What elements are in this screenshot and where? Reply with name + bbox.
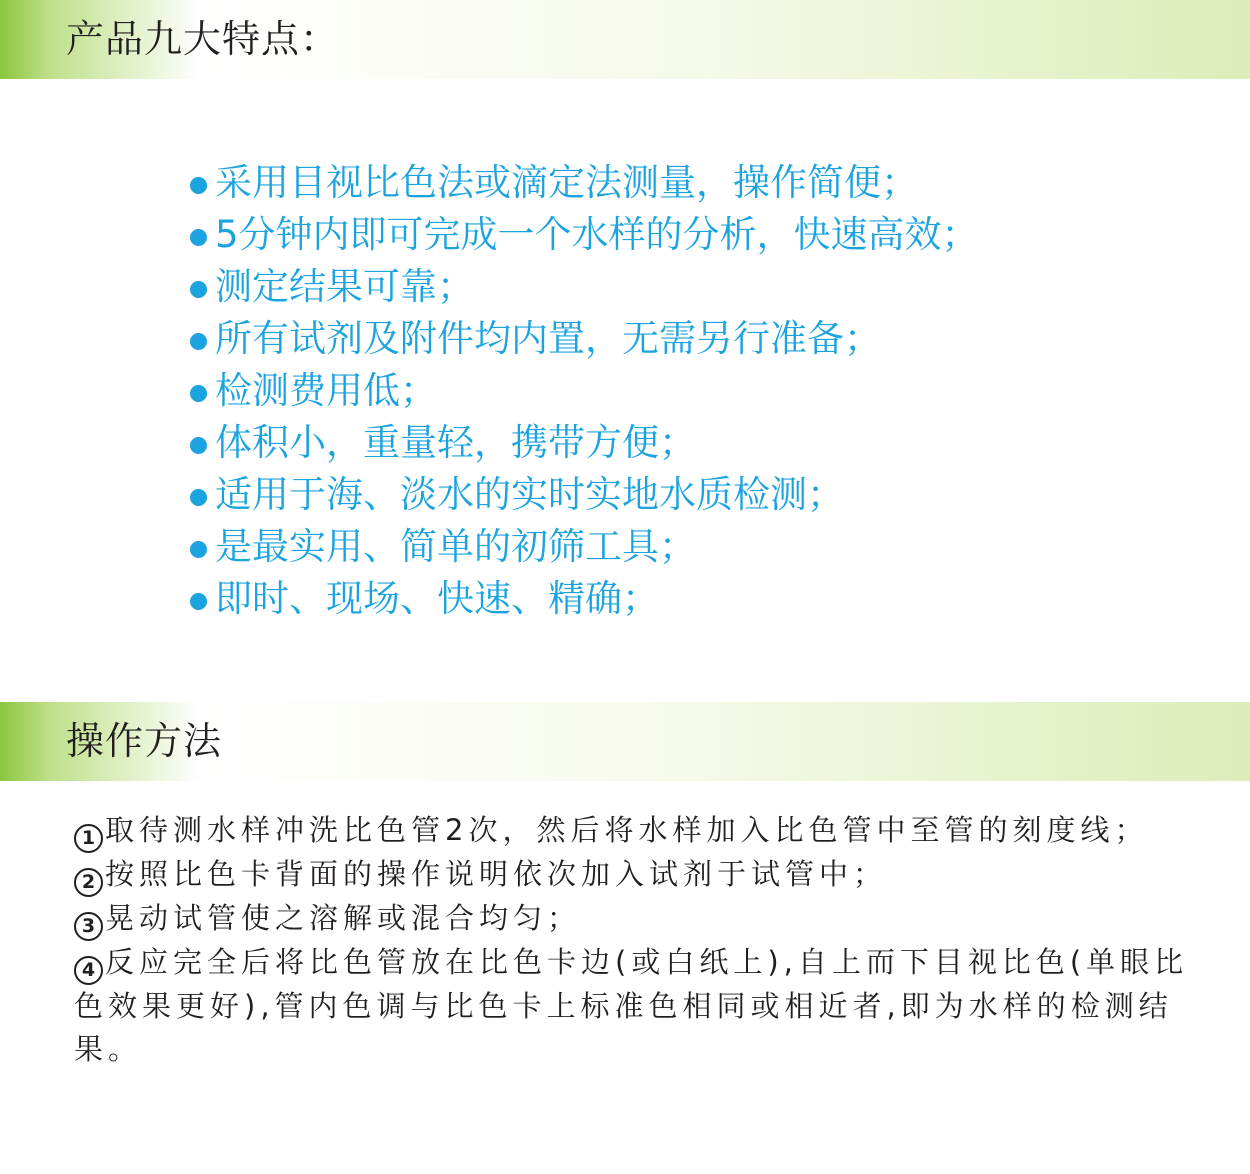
feature-item <box>190 157 979 209</box>
operation-steps <box>74 809 1194 1071</box>
feature-text: 5分钟内即可完成一个水样的分析，快速高效； <box>215 213 979 256</box>
feature-text: 即时、现场、快速、精确； <box>215 577 659 620</box>
feature-item <box>190 521 979 573</box>
bullet-icon <box>190 385 207 402</box>
feature-text: 所有试剂及附件均内置，无需另行准备； <box>215 317 881 360</box>
bullet-icon <box>190 593 207 610</box>
features-title: 产品九大特点： <box>66 17 340 61</box>
step-text: 按照比色卡背面的操作说明依次加入试剂于试管中； <box>105 857 888 891</box>
step-text: 反应完全后将比色管放在比色卡边(或白纸上),自上而下目视比色(单眼比色效果更好),管内色调与比色卡上标准色相同或相近者,即为水样的检测结果。 <box>74 945 1189 1066</box>
bullet-icon <box>190 229 207 246</box>
bullet-icon <box>190 489 207 506</box>
step-item <box>74 897 1194 941</box>
operation-header-bar <box>0 702 1250 781</box>
step-number-circle-icon: 2 <box>74 868 103 897</box>
step-item <box>74 941 1194 1071</box>
feature-item <box>190 209 979 261</box>
feature-item <box>190 417 979 469</box>
bullet-icon <box>190 437 207 454</box>
feature-item <box>190 365 979 417</box>
bullet-icon <box>190 281 207 298</box>
feature-text: 测定结果可靠； <box>215 265 474 308</box>
step-number-circle-icon: 1 <box>74 824 103 853</box>
features-list <box>190 157 979 625</box>
bullet-icon <box>190 333 207 350</box>
feature-text: 检测费用低； <box>215 369 437 412</box>
operation-title: 操作方法 <box>66 719 223 763</box>
features-header-bar <box>0 0 1250 79</box>
step-item <box>74 853 1194 897</box>
step-number-circle-icon: 4 <box>74 956 103 985</box>
step-number-circle-icon: 3 <box>74 912 103 941</box>
feature-text: 适用于海、淡水的实时实地水质检测； <box>215 473 844 516</box>
step-text: 取待测水样冲洗比色管2次，然后将水样加入比色管中至管的刻度线； <box>105 813 1149 847</box>
feature-item <box>190 313 979 365</box>
feature-text: 体积小，重量轻，携带方便； <box>215 421 696 464</box>
bullet-icon <box>190 541 207 558</box>
feature-text: 采用目视比色法或滴定法测量，操作简便； <box>215 161 918 204</box>
feature-item <box>190 261 979 313</box>
bullet-icon <box>190 177 207 194</box>
step-item <box>74 809 1194 853</box>
feature-text: 是最实用、简单的初筛工具； <box>215 525 696 568</box>
feature-item <box>190 469 979 521</box>
step-text: 晃动试管使之溶解或混合均匀； <box>105 901 582 935</box>
feature-item <box>190 573 979 625</box>
